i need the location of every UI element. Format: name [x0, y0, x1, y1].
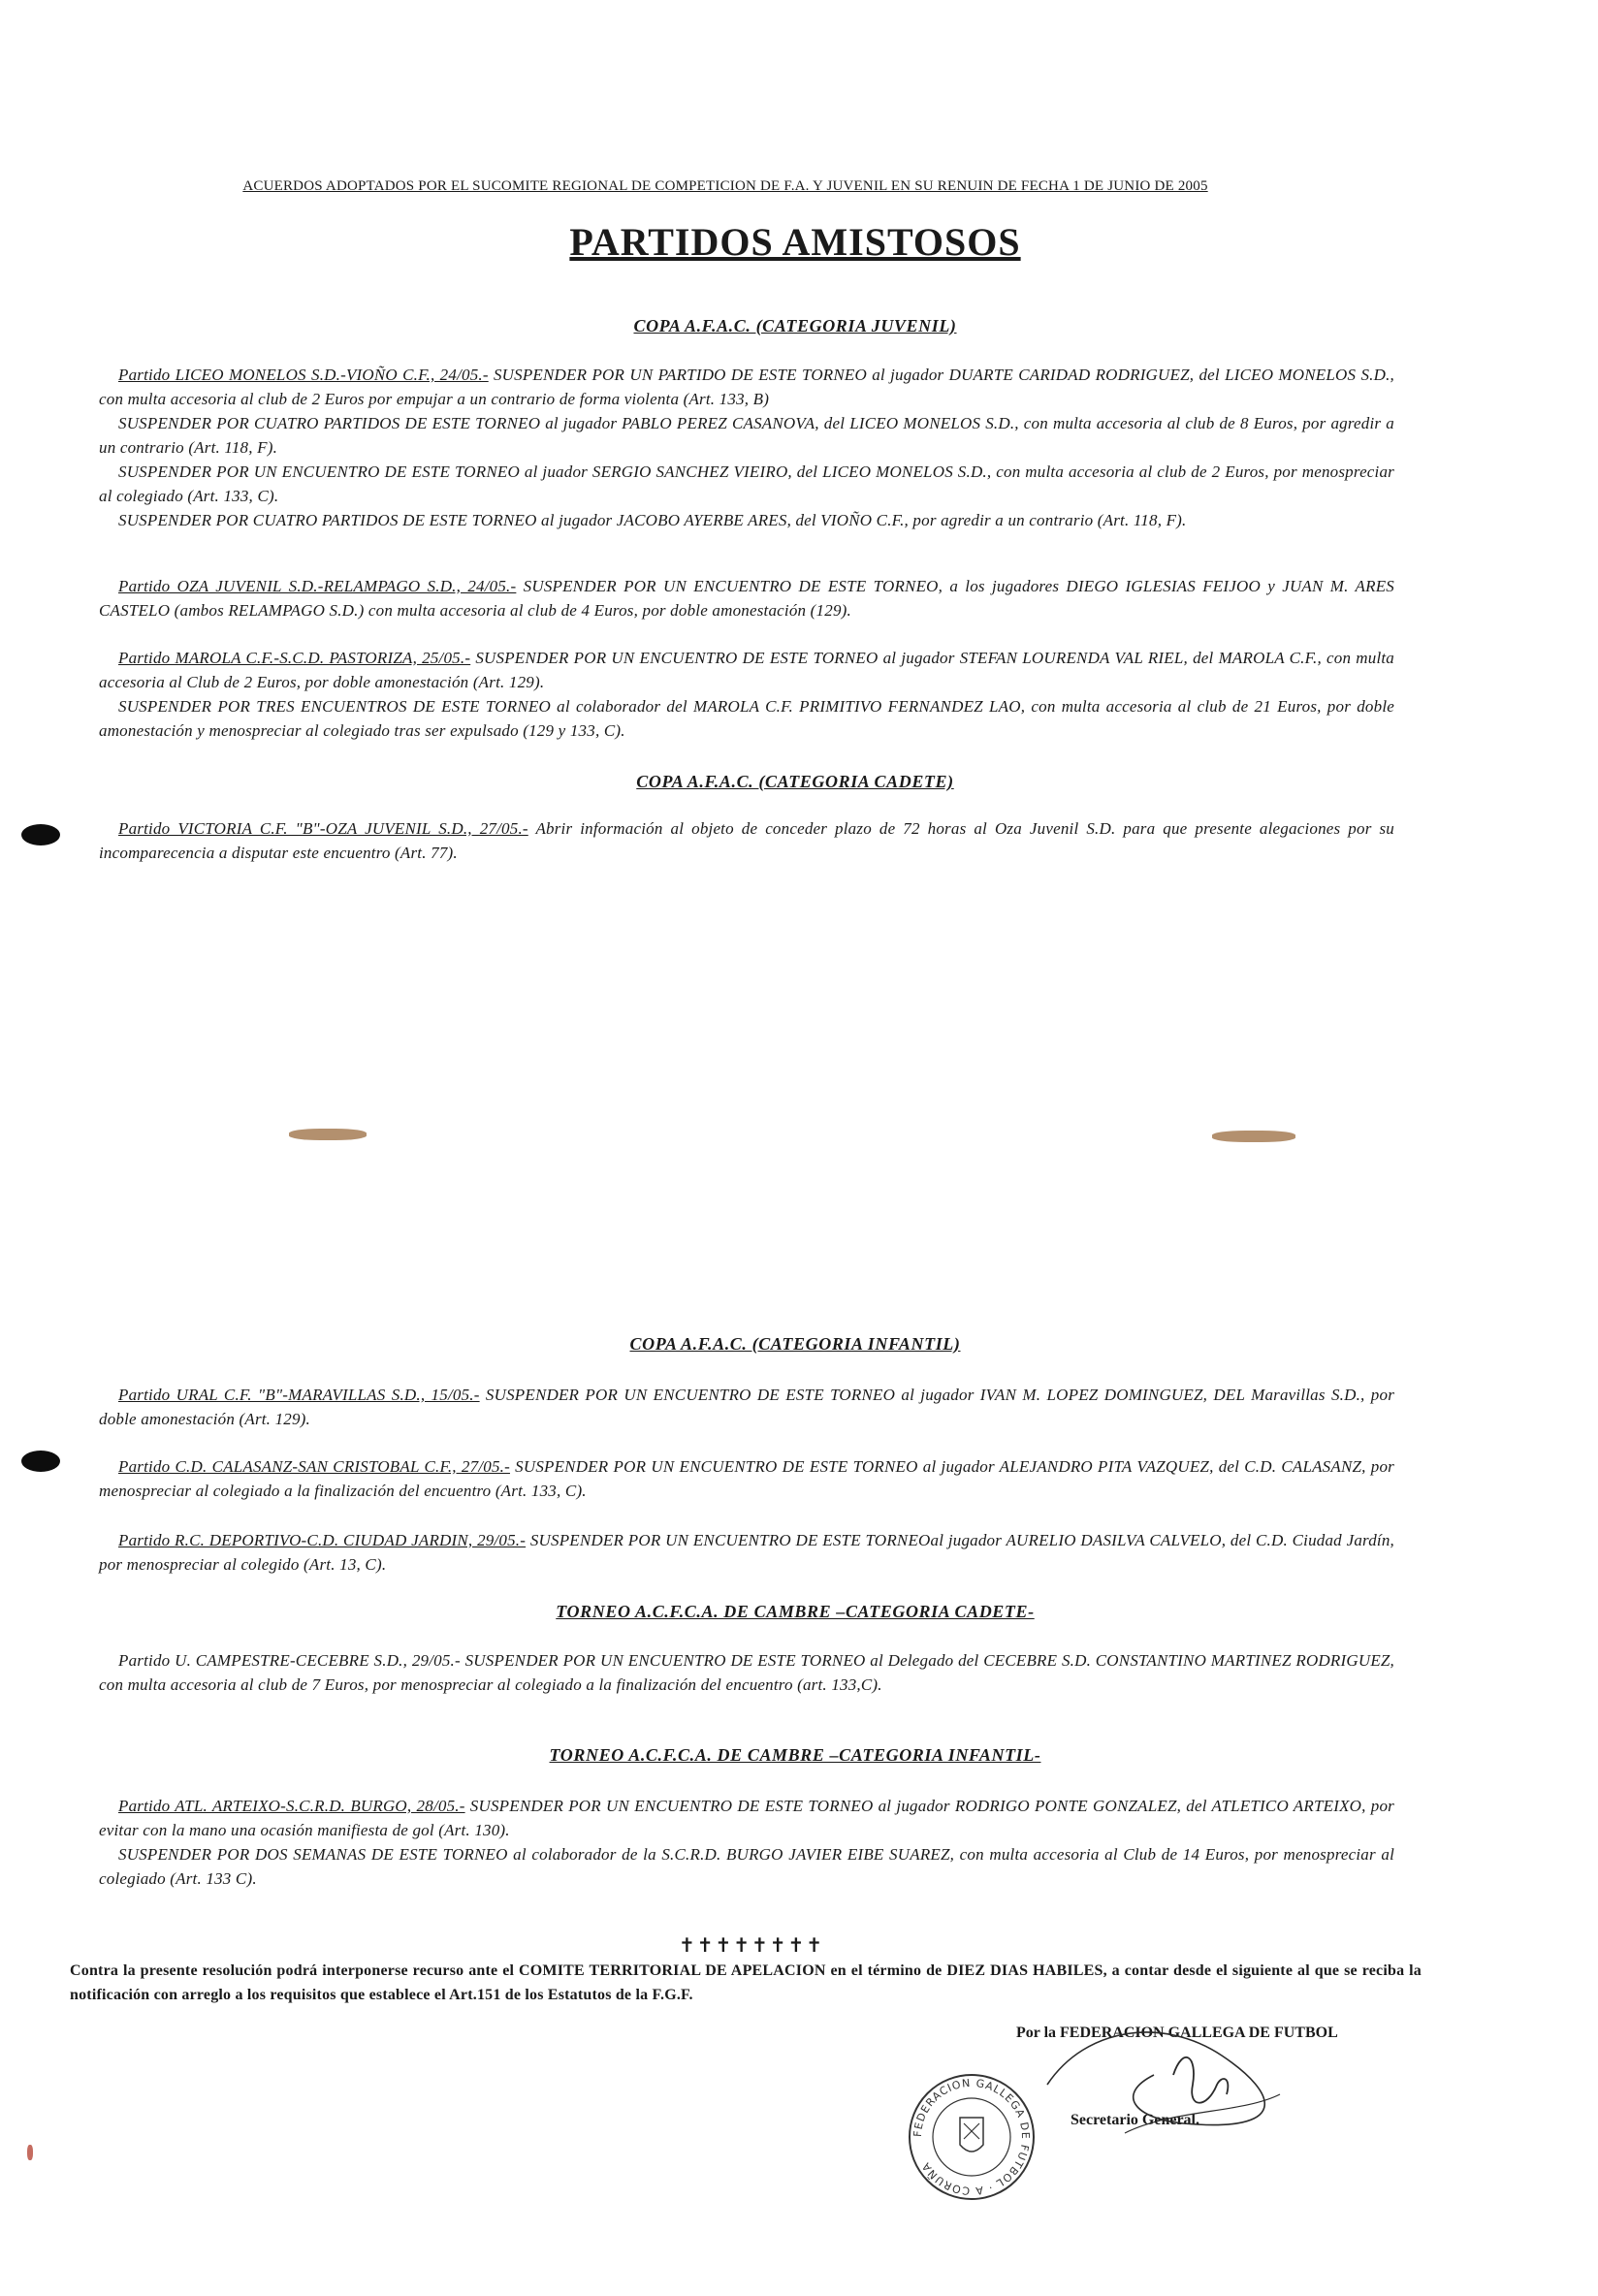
handwritten-signature	[1028, 2017, 1299, 2152]
match-entry	[99, 646, 1394, 694]
sanction-text: SUSPENDER POR UN ENCUENTRO DE ESTE TORNEOal jugador AURELIO DASILVA CALVELO, del C.D. Ciudad Jardín, por menospreciar al colegido (Art. 13, C).	[99, 1531, 1394, 1574]
signature-role: Secretario General.	[1071, 2112, 1199, 2128]
sanction-text: SUSPENDER POR UN ENCUENTRO DE ESTE TORNEO al Delegado del CECEBRE S.D. CONSTANTINO MARTINEZ RODRIGUEZ, con multa accesoria al club de 7 Euros, por menospreciar al colegiado a la finalización del encuentro (art. 133,C).	[99, 1651, 1395, 1694]
punch-hole-mark	[21, 824, 60, 845]
match-block	[99, 1794, 1394, 1891]
match-title: Partido MAROLA C.F.-S.C.D. PASTORIZA, 25/05.-	[118, 649, 471, 667]
match-title: Partido C.D. CALASANZ-SAN CRISTOBAL C.F., 27/05.-	[118, 1457, 510, 1476]
paper-smudge	[27, 2145, 33, 2160]
match-entry	[99, 1454, 1394, 1503]
match-entry	[99, 1383, 1394, 1431]
sanction-text: SUSPENDER POR CUATRO PARTIDOS DE ESTE TORNEO al jugador JACOBO AYERBE ARES, del VIOÑO C.F., por agredir a un contrario (Art. 118, F).	[118, 511, 1187, 529]
signature-organization: Por la FEDERACION GALLEGA DE FUTBOL	[1016, 2025, 1338, 2041]
match-block	[99, 1454, 1394, 1503]
match-title: Partido OZA JUVENIL S.D.-RELAMPAGO S.D., 24/05.-	[118, 577, 517, 595]
sanction-text: SUSPENDER POR DOS SEMANAS DE ESTE TORNEO al colaborador de la S.C.R.D. BURGO JAVIER EIBE SUAREZ, con multa accesoria al Club de 14 Euros, por menospreciar al colegiado (Art. 133 C).	[99, 1845, 1394, 1888]
sanction-text: SUSPENDER POR UN ENCUENTRO DE ESTE TORNEO al jugador ALEJANDRO PITA VAZQUEZ, del C.D. CALASANZ, por menospreciar al colegiado a la finalización del encuentro (Art. 133, C).	[99, 1457, 1394, 1500]
section-heading-cadete: COPA A.F.A.C. (CATEGORIA CADETE)	[636, 772, 954, 791]
separator-crosses: ✝✝✝✝✝✝✝✝	[678, 1935, 825, 1957]
match-block	[99, 1648, 1394, 1697]
document-header: ACUERDOS ADOPTADOS POR EL SUCOMITE REGIONAL DE COMPETICION DE F.A. Y JUVENIL EN SU RENUIN DE FECHA 1 DE JUNIO DE 2005	[242, 178, 1208, 194]
match-title: Partido VICTORIA C.F. "B"-OZA JUVENIL S.D., 27/05.-	[118, 819, 528, 838]
svg-text:FEDERACION GALLEGA DE FUTBOL ·: FEDERACION GALLEGA DE FUTBOL · A CORUÑA	[911, 2076, 1033, 2198]
section-heading-juvenil: COPA A.F.A.C. (CATEGORIA JUVENIL)	[633, 316, 957, 335]
match-block	[99, 646, 1394, 743]
match-entry	[99, 1794, 1394, 1842]
match-title: Partido U. CAMPESTRE-CECEBRE S.D., 29/05.-	[118, 1651, 461, 1670]
sanction-text: SUSPENDER POR UN ENCUENTRO DE ESTE TORNEO al jugador STEFAN LOURENDA VAL RIEL, del MAROLA C.F., con multa accesoria al Club de 2 Euros, por doble amonestación (Art. 129).	[99, 649, 1395, 691]
paper-smudge	[1212, 1131, 1295, 1142]
match-block	[99, 574, 1394, 622]
match-title: Partido R.C. DEPORTIVO-C.D. CIUDAD JARDIN, 29/05.-	[118, 1531, 527, 1549]
sanction-text: SUSPENDER POR UN PARTIDO DE ESTE TORNEO al jugador DUARTE CARIDAD RODRIGUEZ, del LICEO MONELOS S.D., con multa accesoria al club de 2 Euros por empujar a un contrario de forma violenta (Art. 133, B)	[99, 366, 1395, 408]
match-block	[99, 363, 1394, 532]
sanction-text: SUSPENDER POR CUATRO PARTIDOS DE ESTE TORNEO al jugador PABLO PEREZ CASANOVA, del LICEO MONELOS S.D., con multa accesoria al club de 8 Euros, por agredir a un contrario (Art. 118, F).	[99, 414, 1394, 457]
match-entry	[99, 1528, 1394, 1577]
sanction-text: SUSPENDER POR TRES ENCUENTROS DE ESTE TORNEO al colaborador del MAROLA C.F. PRIMITIVO FERNANDEZ LAO, con multa accesoria al club de 21 Euros, por doble amonestación y menospreciar al colegiado tras ser expulsado (129 y 133, C).	[99, 697, 1394, 740]
match-block	[99, 1383, 1394, 1431]
match-title: Partido LICEO MONELOS S.D.-VIOÑO C.F., 24/05.-	[118, 366, 489, 384]
match-entry	[99, 574, 1394, 622]
appeal-notice: Contra la presente resolución podrá interponerse recurso ante el COMITE TERRITORIAL DE APELACION en el término de DIEZ DIAS HABILES, a contar desde el siguiente al que se reciba la notificación con arreglo a los requisitos que establece el Art.151 de los Estatutos de la F.G.F.	[70, 1962, 1422, 2003]
sanction-text: SUSPENDER POR UN ENCUENTRO DE ESTE TORNEO al jugador RODRIGO PONTE GONZALEZ, del ATLETICO ARTEIXO, por evitar con la mano una ocasión manifiesta de gol (Art. 130).	[99, 1797, 1394, 1839]
match-entry	[99, 816, 1394, 865]
federation-stamp	[904, 2069, 1039, 2205]
match-entry	[99, 1648, 1394, 1697]
sanction-text: SUSPENDER POR UN ENCUENTRO DE ESTE TORNEO, a los jugadores DIEGO IGLESIAS FEIJOO y JUAN M. ARES CASTELO (ambos RELAMPAGO S.D.) con multa accesoria al club de 4 Euros, por doble amonestación (129).	[99, 577, 1395, 620]
match-block	[99, 816, 1394, 865]
document-title: PARTIDOS AMISTOSOS	[569, 220, 1021, 264]
match-title: Partido URAL C.F. "B"-MARAVILLAS S.D., 15/05.-	[118, 1386, 480, 1404]
section-heading-cambre-infantil: TORNEO A.C.F.C.A. DE CAMBRE –CATEGORIA INFANTIL-	[549, 1745, 1041, 1765]
section-heading-cambre-cadete: TORNEO A.C.F.C.A. DE CAMBRE –CATEGORIA CADETE-	[556, 1602, 1035, 1621]
match-block	[99, 1528, 1394, 1577]
sanction-text: SUSPENDER POR UN ENCUENTRO DE ESTE TORNEO al jugador IVAN M. LOPEZ DOMINGUEZ, DEL Maravillas S.D., por doble amonestación (Art. 129).	[99, 1386, 1395, 1428]
match-entry	[99, 363, 1394, 411]
match-title: Partido ATL. ARTEIXO-S.C.R.D. BURGO, 28/05.-	[118, 1797, 465, 1815]
sanction-text: Abrir información al objeto de conceder plazo de 72 horas al Oza Juvenil S.D. para que presente alegaciones por su incomparecencia a disputar este encuentro (Art. 77).	[99, 819, 1394, 862]
section-heading-infantil: COPA A.F.A.C. (CATEGORIA INFANTIL)	[629, 1334, 961, 1354]
sanction-text: SUSPENDER POR UN ENCUENTRO DE ESTE TORNEO al juador SERGIO SANCHEZ VIEIRO, del LICEO MONELOS S.D., con multa accesoria al club de 2 Euros, por menospreciar al colegiado (Art. 133, C).	[99, 462, 1394, 505]
punch-hole-mark	[21, 1451, 60, 1472]
paper-smudge	[289, 1129, 367, 1140]
